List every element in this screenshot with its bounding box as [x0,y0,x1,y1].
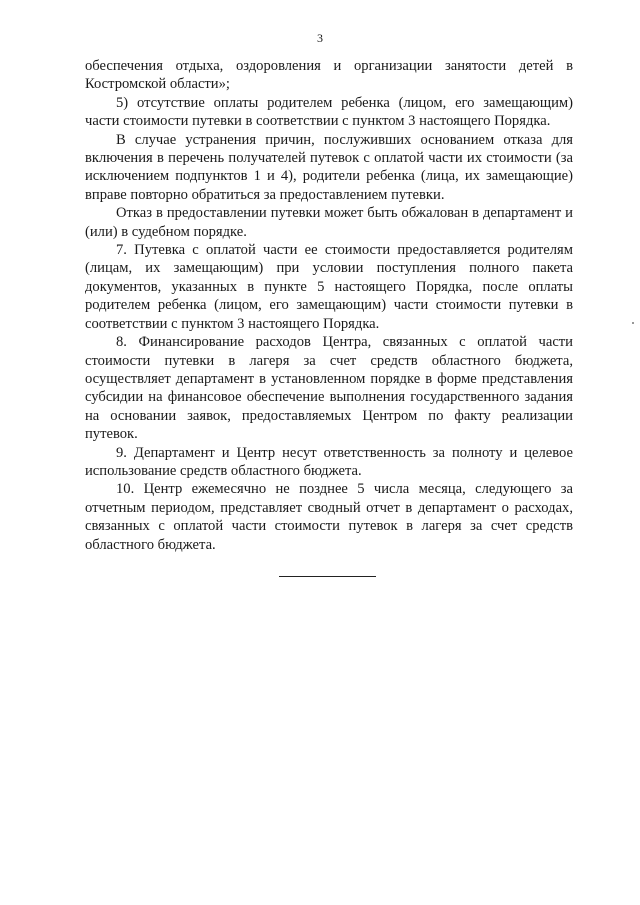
paragraph-item-7: 7. Путевка с оплатой части ее стоимости предоставляется родителям (лицам, их замещающим) при условии поступления полного пакета документов, указанных в пункте 5 настоящего Порядка, после оплаты родителем ребенка (лицом, его замещающим) части стоимости путевки в соответствии с пунктом 3 настоящего Порядка. [85,242,573,332]
paragraph-reapplication: В случае устранения причин, послуживших основанием отказа для включения в перечень получателей путевок с оплатой части их стоимости (за исключением подпунктов 1 и 4), родители ребенка (лица, их замещающие) вправе повторно обратиться за предоставлением путевки. [85,131,573,203]
paragraph-continuation: обеспечения отдыха, оздоровления и организации занятости детей в Костромской области»; [85,58,573,93]
margin-mark [632,322,634,324]
paragraph-item-5: 5) отсутствие оплаты родителем ребенка (лицом, его замещающим) части стоимости путевки в соответствии с пунктом 3 настоящего Порядка. [85,94,573,130]
paragraph-item-9: 9. Департамент и Центр несут ответственность за полноту и целевое использование средств областного бюджета. [85,444,573,479]
paragraph-appeal: Отказ в предоставлении путевки может быть обжалован в департамент и (или) в судебном порядке. [85,205,573,240]
end-of-document-rule [279,576,376,577]
page-number: 3 [317,31,323,45]
paragraph-item-10: 10. Центр ежемесячно не позднее 5 числа месяца, следующего за отчетным периодом, представляет сводный отчет в департамент о расходах, связанных с оплатой части стоимости путевок в лагеря за счет средств областного бюджета. [85,481,573,553]
document-body [85,57,573,554]
paragraph-item-8: 8. Финансирование расходов Центра, связанных с оплатой части стоимости путевки в лагеря за счет средств областного бюджета, осуществляет департамент в установленном порядке в форме представления субсидии на финансовое обеспечение выполнения государственного задания на основании заявок, предоставляемых Центром по факту реализации путевок. [85,334,573,443]
